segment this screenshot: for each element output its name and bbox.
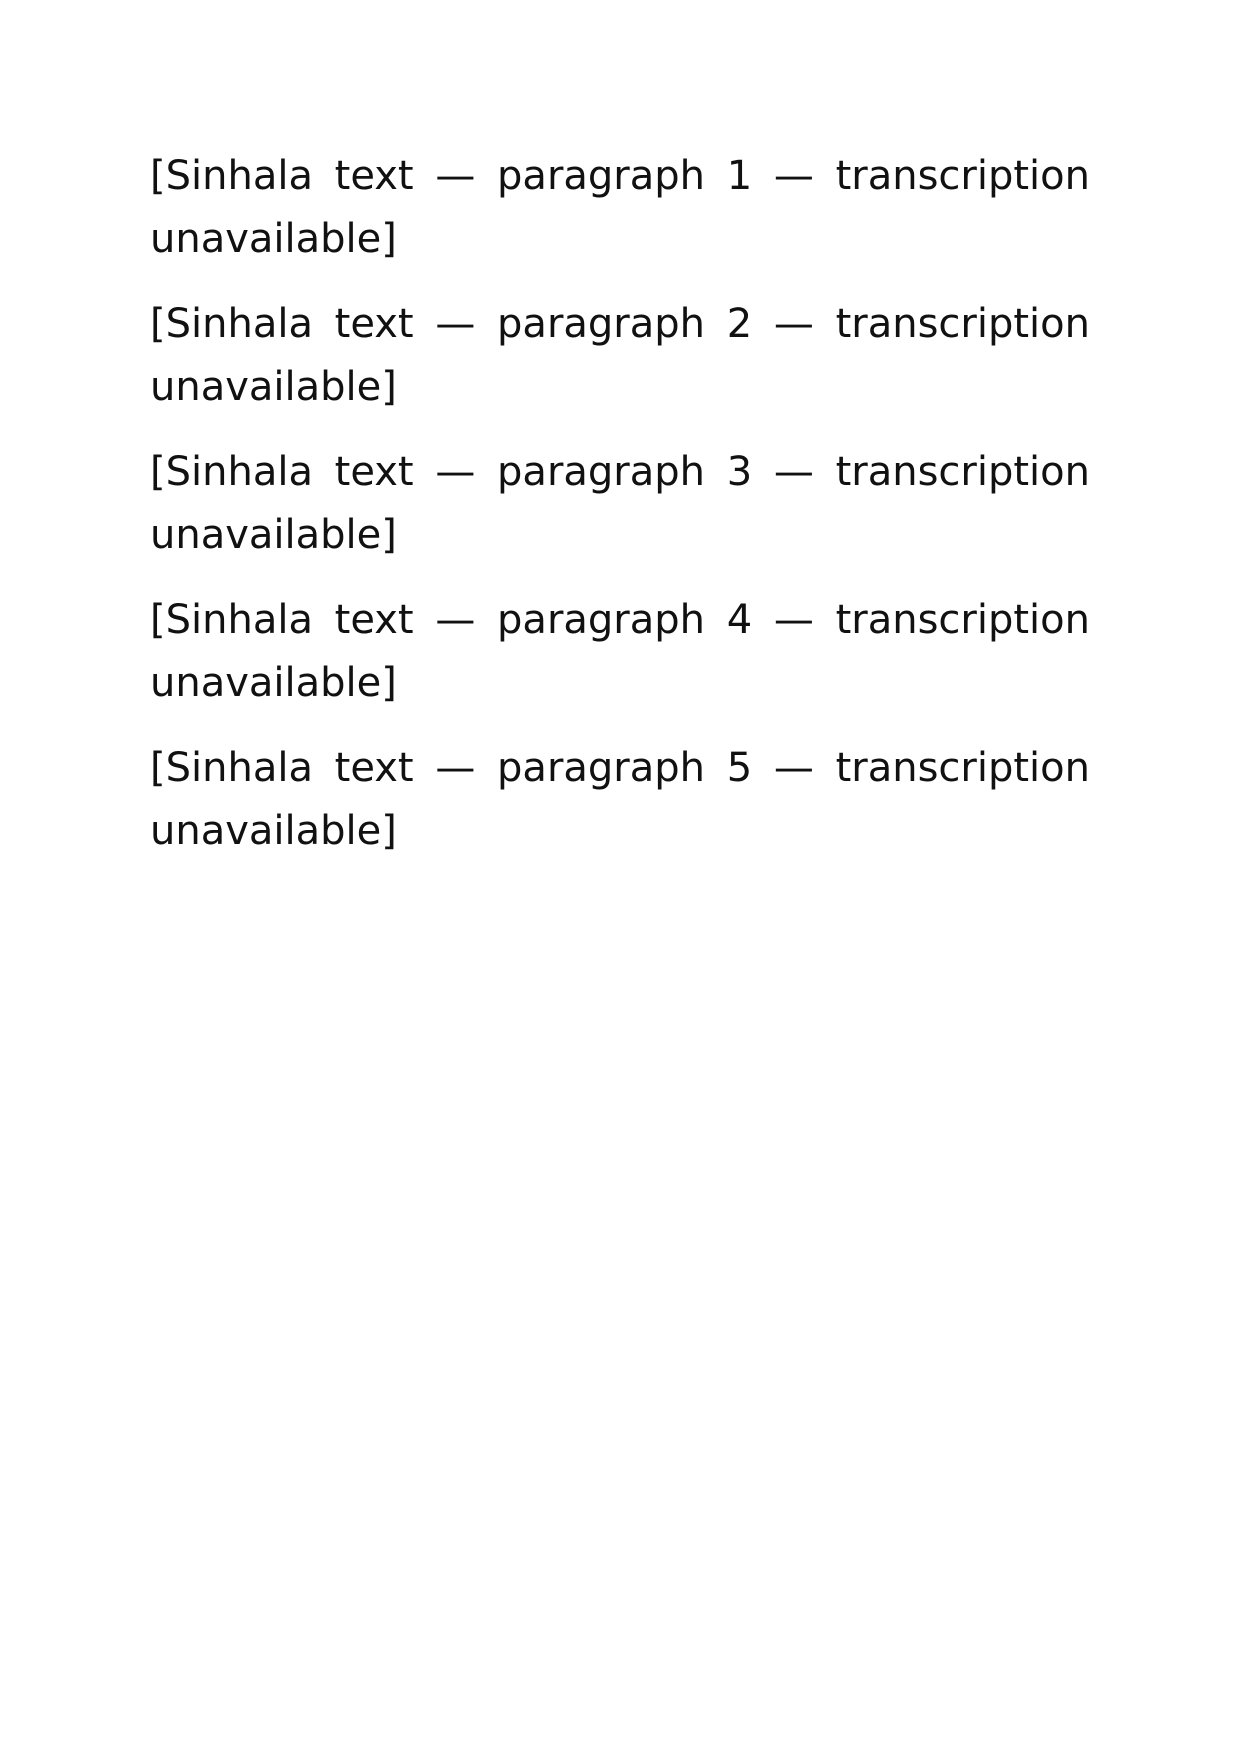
paragraph-2: [Sinhala text — paragraph 2 — transcription unavailable] xyxy=(150,301,1090,410)
paragraph-3: [Sinhala text — paragraph 3 — transcription unavailable] xyxy=(150,449,1090,558)
paragraph-4: [Sinhala text — paragraph 4 — transcription unavailable] xyxy=(150,597,1090,706)
paragraph-1: [Sinhala text — paragraph 1 — transcription unavailable] xyxy=(150,153,1090,262)
paragraph-5: [Sinhala text — paragraph 5 — transcription unavailable] xyxy=(150,745,1090,854)
document-page xyxy=(150,145,1090,885)
